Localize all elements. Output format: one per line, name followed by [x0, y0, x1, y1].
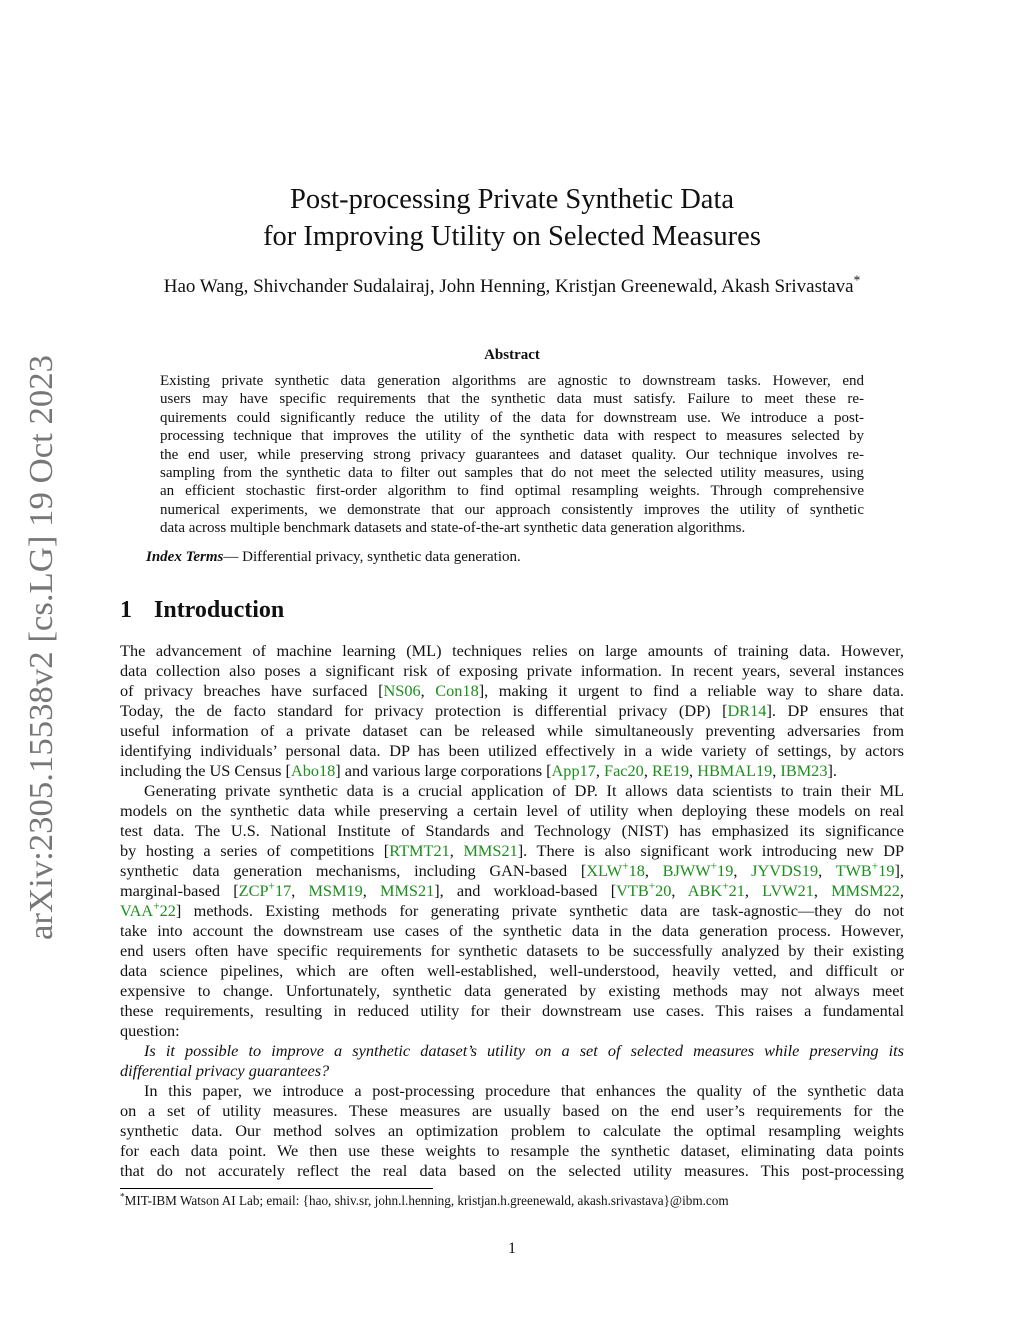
text-line: The advancement of machine learning (ML) techniques relies on large amounts of training data. However,	[120, 641, 904, 660]
citation-link[interactable]	[836, 861, 895, 880]
cite-part: 22	[159, 901, 176, 920]
text-span: ], making it urgent to find a reliable way to share data.	[478, 681, 904, 700]
text-line: models on the synthetic data while preserving a certain level of utility when deploying these models on real	[120, 801, 904, 820]
cite-part: 17	[274, 881, 292, 900]
cite-sup: +	[268, 880, 275, 893]
text-line: expensive to change. Unfortunately, synthetic data generated by existing methods may not always meet	[120, 981, 904, 1000]
citation-link[interactable]: HBMAL19	[697, 761, 773, 780]
authors-text: Hao Wang, Shivchander Sudalairaj, John Henning, Kristjan Greenewald, Akash Srivastava	[163, 276, 854, 297]
citation-link[interactable]: IBM23	[780, 761, 828, 780]
index-terms-text: Differential privacy, synthetic data generation.	[242, 549, 521, 565]
text-span: ],	[894, 861, 904, 880]
citation-link[interactable]	[239, 881, 292, 900]
text-span: by hosting a series of competitions [	[120, 841, 390, 860]
intro-paragraph-2	[120, 781, 904, 1041]
text-line: In this paper, we introduce a post-processing procedure that enhances the quality of the synthetic data	[144, 1081, 904, 1100]
arxiv-stamp-svg	[18, 355, 60, 940]
abstract-line: sampling from the synthetic data to filter out samples that do not meet the selected utility measures, using	[160, 465, 864, 482]
cite-part: 18	[628, 861, 645, 880]
text-line: on a set of utility measures. These measures are usually based on the end user’s requirements for the	[120, 1101, 904, 1120]
text-line	[120, 681, 904, 701]
text-line: including the US Census [Abo18] and various large corporations [App17, Fac20, RE19, HBMAL19, IBM23].	[120, 761, 837, 780]
citation-link[interactable]	[616, 881, 671, 900]
citation-link[interactable]: LVW21	[762, 881, 814, 900]
text-line: end users often have specific requirements for synthetic datasets to be successfully analyzed by their existing	[120, 941, 904, 960]
text-span: including the US Census [	[120, 761, 291, 780]
citation-link[interactable]: NS06	[383, 681, 421, 700]
citation-link[interactable]: RTMT21	[389, 841, 450, 860]
text-line: Generating private synthetic data is a crucial application of DP. It allows data scientists to train their ML	[144, 781, 904, 800]
text-span: ].	[827, 761, 837, 780]
footnote-divider	[120, 1188, 433, 1189]
index-terms-label: Index Terms	[146, 549, 224, 565]
text-span: ]. There is also significant work introducing new DP	[517, 841, 905, 860]
footnote-mark: *	[120, 1191, 125, 1202]
citation-link[interactable]: MMS21	[379, 881, 435, 900]
cite-part: ZCP	[238, 881, 269, 900]
section-number: 1	[120, 597, 132, 623]
cite-sup: +	[722, 880, 729, 893]
cite-part: 20	[655, 881, 672, 900]
intro-paragraph-1	[120, 641, 904, 781]
author-footnote-mark: *	[853, 272, 861, 288]
text-line: question:	[120, 1021, 180, 1040]
cite-part: ABK	[687, 881, 723, 900]
citation-link[interactable]: RE19	[651, 761, 690, 780]
index-terms-dash: —	[223, 549, 243, 565]
abstract-line: numerical experiments, we demonstrate that our approach consistently improves the utility of synthetic	[160, 501, 864, 518]
text-line	[120, 901, 904, 921]
citation-link[interactable]: MSM19	[308, 881, 363, 900]
affiliation-footnote	[120, 1193, 904, 1209]
text-span: of privacy breaches have surfaced [	[120, 681, 384, 700]
citation-link[interactable]: DR14	[727, 701, 767, 720]
text-span: ], and workload-based [	[434, 881, 617, 900]
text-span: marginal-based [	[120, 881, 239, 900]
footnote-text: MIT-IBM Watson AI Lab; email: {hao, shiv.sr, john.l.henning, kristjan.h.greenewald, akash.srivastava}@ibm.com	[124, 1193, 729, 1208]
author-list	[120, 272, 904, 298]
citation-link[interactable]: Con18	[435, 681, 479, 700]
cite-part: TWB	[835, 861, 872, 880]
citation-link[interactable]	[688, 881, 745, 900]
text-line	[120, 701, 904, 721]
abstract-line: the end user, while preserving strong privacy guarantees and dataset quality. Our technique involves re-	[160, 446, 864, 463]
text-line: take into account the downstream use cases of the synthetic data in the data generation process. However,	[120, 921, 904, 940]
text-line: test data. The U.S. National Institute of Standards and Technology (NIST) has emphasized its significance	[120, 821, 904, 840]
text-line: synthetic data. Our method solves an optimization problem to calculate the optimal resampling weights	[120, 1121, 904, 1140]
page-number: 1	[508, 1240, 516, 1257]
cite-part: 19	[878, 861, 895, 880]
text-span: synthetic data generation mechanisms, including GAN-based [	[120, 861, 587, 880]
citation-link[interactable]: JYVDS19	[751, 861, 819, 880]
citation-link[interactable]: App17	[551, 761, 596, 780]
abstract-heading: Abstract	[484, 347, 540, 363]
cite-sup: +	[153, 900, 160, 913]
text-line: by hosting a series of competitions [RTMT21, MMS21]. There is also significant work introducing new DP	[120, 841, 905, 860]
paper-title-line2: for Improving Utility on Selected Measures	[263, 221, 761, 252]
cite-part: BJWW	[662, 861, 711, 880]
text-span: ] methods. Existing methods for generating private synthetic data are task-agnostic—they do not	[175, 901, 904, 920]
cite-sup: +	[622, 860, 629, 873]
cite-sup: +	[871, 860, 879, 873]
citation-link[interactable]: Abo18	[290, 761, 336, 780]
index-terms	[146, 549, 866, 566]
section-title: Introduction	[154, 597, 285, 623]
arxiv-stamp-text: arXiv:2305.15538v2 [cs.LG] 19 Oct 2023	[23, 367, 60, 940]
cite-part: XLW	[586, 861, 623, 880]
cite-part: VAA	[120, 901, 154, 920]
abstract-line: Existing private synthetic data generation algorithms are agnostic to downstream tasks. However, end	[160, 373, 864, 389]
paper-title-line1: Post-processing Private Synthetic Data	[289, 184, 735, 215]
abstract-line: processing technique that improves the utility of the synthetic data with respect to measures selected by	[160, 428, 864, 445]
text-line: data collection also poses a significant risk of exposing private information. In recent years, several instances	[120, 661, 904, 680]
text-line: these requirements, resulting in reduced utility for their downstream use cases. This raises a fundamental	[120, 1001, 904, 1020]
cite-part: VTB	[616, 881, 649, 900]
abstract-line: users may have specific requirements that the synthetic data must satisfy. Failure to meet these re-	[160, 391, 864, 408]
arxiv-side-stamp	[18, 355, 60, 940]
cite-sup: +	[710, 860, 718, 873]
abstract-line: an efficient stochastic first-order algorithm to find optimal resampling weights. Through comprehensive	[160, 483, 864, 500]
section-heading-introduction	[120, 597, 284, 624]
cite-sup: +	[648, 880, 656, 893]
citation-link[interactable]: MMS21	[463, 841, 518, 860]
citation-link[interactable]: MMSM22	[831, 881, 900, 900]
research-question	[120, 1041, 904, 1081]
text-line: for each data point. We then use these weights to resample the synthetic dataset, eliminating data points	[120, 1141, 904, 1160]
text-line: synthetic data generation mechanisms, including GAN-based [XLW+18, BJWW+19, JYVDS19, TWB+19],	[120, 860, 904, 880]
abstract-line: quirements could significantly reduce the utility of the data for downstream use. We introduce a post-	[160, 409, 864, 426]
citation-link[interactable]	[120, 901, 176, 920]
text-line: Is it possible to improve a synthetic dataset’s utility on a set of selected measures while preserving its	[144, 1041, 904, 1060]
cite-part: 21	[728, 881, 745, 900]
text-span: ,	[899, 881, 904, 900]
intro-paragraph-3	[120, 1081, 904, 1181]
abstract-body	[160, 372, 864, 538]
abstract-line: data across multiple benchmark datasets and state-of-the-art synthetic data generation algorithms.	[160, 520, 746, 537]
text-span: ] and various large corporations [	[335, 761, 552, 780]
text-line: differential privacy guarantees?	[120, 1061, 330, 1080]
text-line: marginal-based [ZCP+17, MSM19, MMS21], and workload-based [VTB+20, ABK+21, LVW21, MMSM22,	[120, 880, 904, 900]
text-line: useful information of a private dataset can be released while simultaneously preventing adversaries from	[120, 721, 904, 740]
text-line: identifying individuals’ personal data. DP has been utilized effectively in a wide variety of settings, by actors	[120, 741, 904, 760]
citation-link[interactable]	[663, 861, 734, 880]
citation-link[interactable]: Fac20	[604, 761, 644, 780]
text-line: that do not accurately reflect the real data based on the selected utility measures. This post-processing	[120, 1161, 904, 1180]
text-span: ]. DP ensures that	[766, 701, 905, 720]
text-span: Today, the de facto standard for privacy protection is differential privacy (DP) [	[120, 701, 728, 720]
cite-part: 19	[717, 861, 734, 880]
text-span: ,	[420, 681, 436, 700]
text-line: data science pipelines, which are often well-established, well-understood, heavily vetted, and difficult or	[120, 961, 904, 980]
citation-link[interactable]	[586, 861, 645, 880]
